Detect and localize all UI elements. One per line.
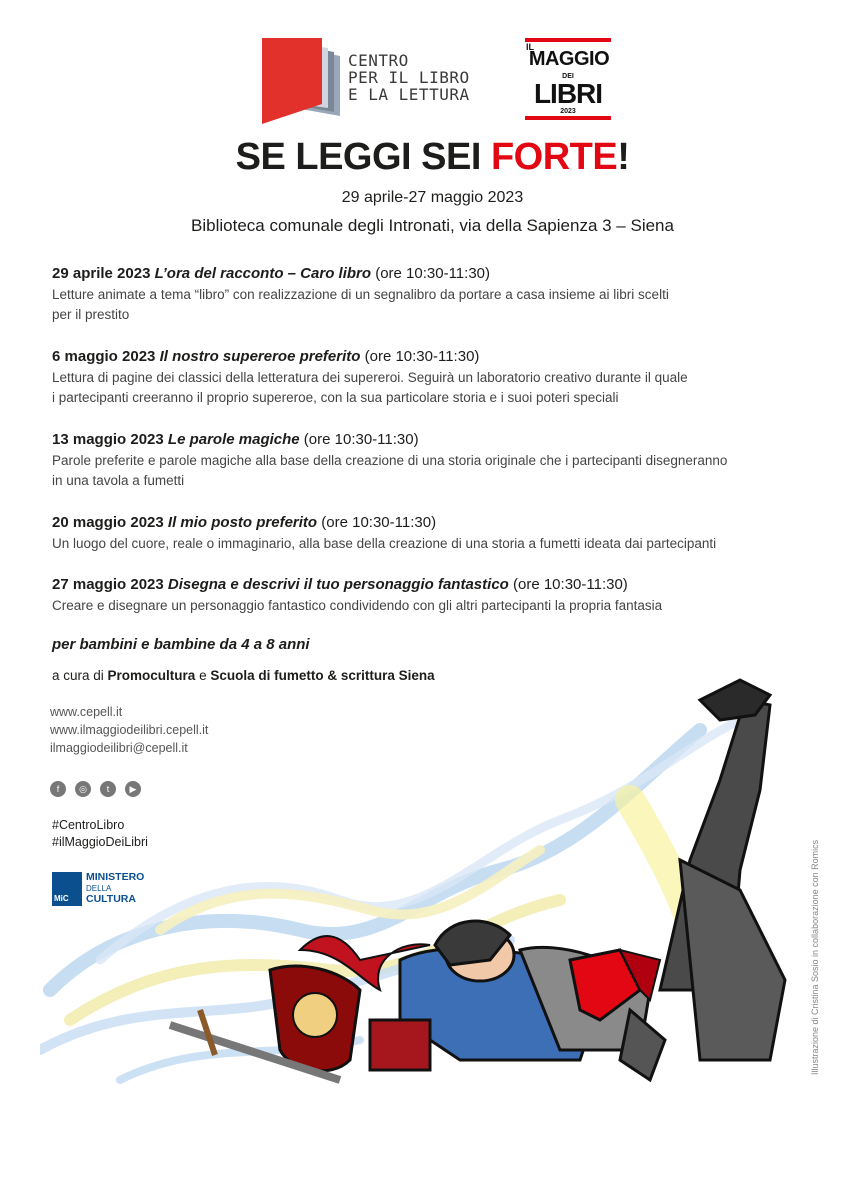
email-link[interactable]: ilmaggiodeilibri@cepell.it (50, 741, 188, 755)
maggio-logo-maggio: MAGGIO (528, 48, 610, 70)
cepell-line-1: CENTRO (348, 51, 409, 70)
instagram-icon[interactable]: ◎ (75, 781, 91, 797)
event-item: 29 aprile 2023 L’ora del racconto – Caro libro (ore 10:30-11:30) Letture animate a tema “libro” con realizzazione di un segnalibro da portare a casa insieme ai libri scelti per il prestito (52, 265, 669, 322)
youtube-icon[interactable]: ▶ (125, 781, 141, 797)
website-link[interactable]: www.cepell.it (50, 705, 123, 719)
maggio-logo-il: IL (526, 42, 534, 52)
curators-line: a cura di Promocultura e Scuola di fumetto & scrittura Siena (52, 668, 435, 683)
maggio-logo-libri: LIBRI (533, 78, 603, 109)
event-item: 6 maggio 2023 Il nostro supereroe preferito (ore 10:30-11:30) Lettura di pagine dei classici della letteratura dei supereroi. Seguirà un laboratorio creativo durante il quale i partecipanti creeranno il proprio supereroe, con la sua particolare storia e i suoi poteri speciali (52, 348, 688, 405)
maggio-dei-libri-logo (523, 38, 613, 122)
book-stack-icon (262, 38, 342, 124)
title-highlight: FORTE (490, 136, 618, 178)
ministero-cultura-logo: MiC MINISTERO DELLA CULTURA (54, 871, 145, 905)
cepell-logo (262, 38, 482, 124)
event-item: 27 maggio 2023 Disegna e descrivi il tuo personaggio fantastico (ore 10:30-11:30) Creare e disegnare un personaggio fantastico condividendo con gli altri partecipanti la propria fantasia (52, 576, 663, 613)
hashtag-centrolibro: #CentroLibro (52, 818, 125, 832)
illustration-credit: Illustrazione di Cristina Sosio in collaborazione con Romics (810, 839, 820, 1075)
audience-note: per bambini e bambine da 4 a 8 anni (52, 636, 310, 653)
maggio-logo-dei: DEI (562, 73, 574, 80)
mic-emblem-icon: MiC (52, 872, 82, 906)
social-icons (50, 780, 150, 798)
event-venue: Biblioteca comunale degli Intronati, via della Sapienza 3 – Siena (191, 216, 674, 235)
maggio-website-link[interactable]: www.ilmaggiodeilibri.cepell.it (50, 723, 209, 737)
event-item: 13 maggio 2023 Le parole magiche (ore 10:30-11:30) Parole preferite e parole magiche alla base della creazione di una storia originale che i partecipanti disegneranno in una tavola a fumetti (52, 431, 728, 488)
event-dates: 29 aprile-27 maggio 2023 (341, 189, 524, 206)
page-title: SE LEGGI SEI FORTE! (235, 136, 630, 178)
cepell-line-2: PER IL LIBRO (348, 68, 470, 87)
cepell-line-3: E LA LETTURA (348, 85, 470, 104)
twitter-icon[interactable]: t (100, 781, 116, 797)
hashtag-maggiodeilibri: #ilMaggioDeiLibri (52, 835, 148, 849)
maggio-logo-year: 2023 (560, 108, 576, 115)
facebook-icon[interactable]: f (50, 781, 66, 797)
event-item: 20 maggio 2023 Il mio posto preferito (ore 10:30-11:30) Un luogo del cuore, reale o immaginario, alla base della creazione di una storia a fumetti ideata dai partecipanti (52, 514, 717, 551)
